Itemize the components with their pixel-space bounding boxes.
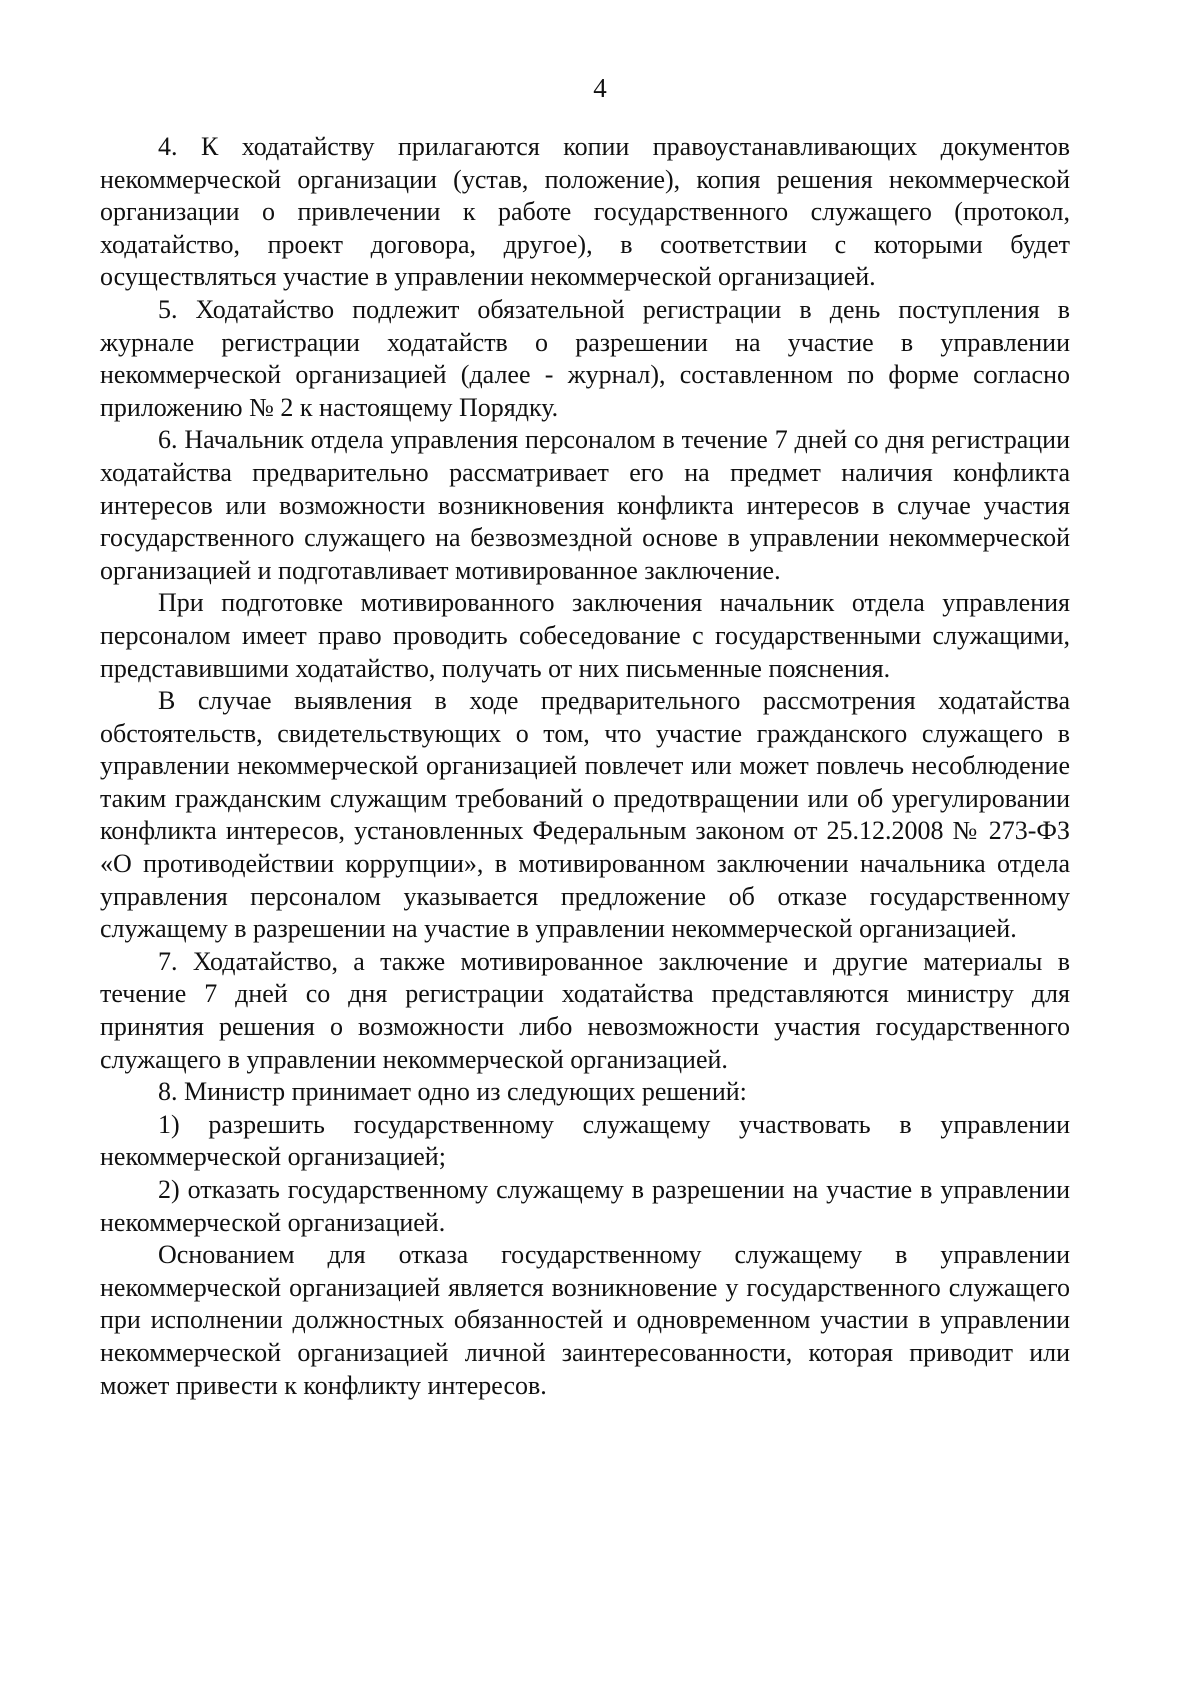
paragraph-conflict-findings: В случае выявления в ходе предварительного рассмотрения ходатайства обстоятельств, свидетельствующих о том, что участие гражданского служащего в управлении некоммерческой организацией повлечет или может повлечь несоблюдение таким гражданским служащим требований о предотвращении или об урегулировании конфликта интересов, установленных Федеральным законом от 25.12.2008 № 273-ФЗ «О противодействии коррупции», в мотивированном заключении начальника отдела управления персоналом указывается предложение об отказе государственному служащему в разрешении на участие в управлении некоммерческой организацией. <box>100 686 1070 944</box>
decision-option-2: 2) отказать государственному служащему в разрешении на участие в управлении некоммерческой организацией. <box>100 1175 1070 1237</box>
document-body <box>100 131 1070 1402</box>
paragraph-item-6: 6. Начальник отдела управления персоналом в течение 7 дней со дня регистрации ходатайства предварительно рассматривает его на предмет наличия конфликта интересов или возможности возникновения конфликта интересов в случае участия государственного служащего на безвозмездной основе в управлении некоммерческой организацией и подготавливает мотивированное заключение. <box>100 425 1070 585</box>
paragraph-interview-right: При подготовке мотивированного заключения начальник отдела управления персоналом имеет право проводить собеседование с государственными служащими, представившими ходатайство, получать от них письменные пояснения. <box>100 588 1070 683</box>
paragraph-refusal-grounds: Основанием для отказа государственному служащему в управлении некоммерческой организацией является возникновение у государственного служащего при исполнении должностных обязанностей и одновременном участии в управлении некоммерческой организацией личной заинтересованности, которая приводит или может привести к конфликту интересов. <box>100 1240 1070 1400</box>
paragraph-item-4: 4. К ходатайству прилагаются копии правоустанавливающих документов некоммерческой организации (устав, положение), копия решения некоммерческой организации о привлечении к работе государственного служащего (протокол, ходатайство, проект договора, другое), в соответствии с которыми будет осуществляться участие в управлении некоммерческой организацией. <box>100 132 1070 292</box>
decision-option-1: 1) разрешить государственному служащему участвовать в управлении некоммерческой организацией; <box>100 1109 1070 1172</box>
page-number: 4 <box>593 73 607 103</box>
paragraph-item-8: 8. Министр принимает одно из следующих решений: <box>158 1077 747 1107</box>
paragraph-item-7: 7. Ходатайство, а также мотивированное заключение и другие материалы в течение 7 дней со дня регистрации ходатайства представляются министру для принятия решения о возможности либо невозможности участия государственного служащего в управлении некоммерческой организацией. <box>100 946 1070 1074</box>
paragraph-item-5: 5. Ходатайство подлежит обязательной регистрации в день поступления в журнале регистрации ходатайств о разрешении на участие в управлении некоммерческой организацией (далее - журнал), составленном по форме согласно приложению № 2 к настоящему Порядку. <box>100 294 1070 422</box>
